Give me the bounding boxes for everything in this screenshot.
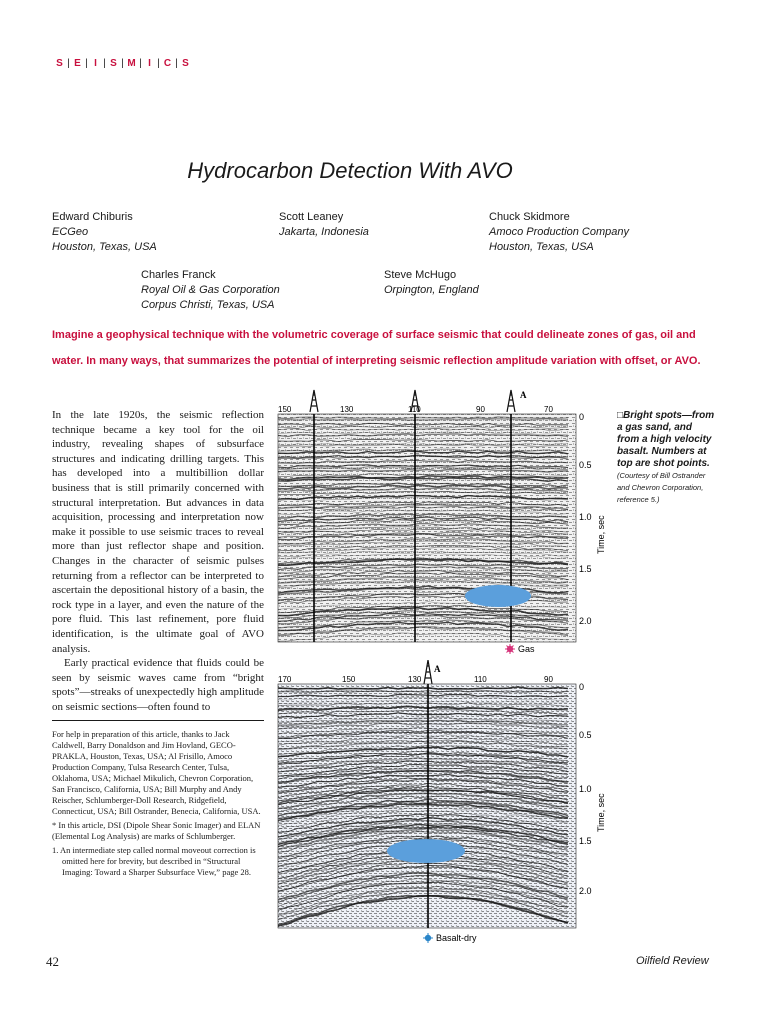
gas-legend-icon — [505, 644, 515, 654]
shot-point-label: 70 — [544, 405, 553, 414]
author-name: Scott Leaney — [279, 211, 344, 223]
author-name: Chuck Skidmore — [489, 211, 570, 223]
author-name: Charles Franck — [141, 269, 216, 281]
footnote-trademarks: * In this article, DSI (Dipole Shear Sonic Imager) and ELAN (Elemental Log Analysis) are marks of Schlumberger. — [52, 820, 261, 841]
section-letter: M — [127, 58, 136, 69]
author-block — [52, 210, 262, 255]
author-org: Jakarta, Indonesia — [279, 226, 369, 238]
body-text — [52, 408, 264, 714]
author-block — [489, 210, 719, 255]
article-title: Hydrocarbon Detection With AVO — [187, 158, 513, 183]
section-letter: I — [94, 58, 97, 69]
author-org: Amoco Production Company — [489, 226, 630, 238]
legend-label-basalt: Basalt-dry — [436, 933, 477, 943]
author-org: Orpington, England — [384, 284, 479, 296]
time-tick-label: 1.0 — [579, 512, 592, 522]
footnote-1: 1. An intermediate step called normal moveout correction is omitted here for brevity, but described in “Structural Imaging: Toward a Sharper Subsurface View,” page 28. — [52, 845, 256, 877]
well-derrick-icon — [310, 390, 318, 412]
shot-point-label: 130 — [408, 675, 422, 684]
section-letter: S — [56, 58, 63, 69]
time-tick-label: 0 — [579, 412, 585, 422]
well-marker-label: A — [434, 664, 441, 674]
section-tag: S | E | I | S | M | I | C | S — [52, 58, 193, 69]
caption-credit: (Courtesy of Bill Ostrander and Chevron Corporation, reference 5.) — [617, 471, 706, 504]
author-location: Houston, Texas, USA — [489, 241, 594, 253]
seismic-section-bottom — [272, 660, 612, 946]
lead-paragraph: Imagine a geophysical technique with the volumetric coverage of surface seismic that could delineate zones of gas, oil and water. In many ways, that summarizes the potential of interpreting seismic reflection amplitude variation with offset, or AVO. — [52, 329, 701, 367]
time-tick-label: 1.5 — [579, 564, 592, 574]
time-tick-label: 0.5 — [579, 730, 592, 740]
bright-spot-gas — [465, 585, 531, 607]
page-number: 42 — [46, 954, 59, 969]
journal-name: Oilfield Review — [636, 955, 709, 967]
time-tick-label: 1.5 — [579, 836, 592, 846]
shot-point-label: 130 — [340, 405, 354, 414]
shot-point-label: 90 — [544, 675, 553, 684]
shot-point-label: 170 — [278, 675, 292, 684]
section-letter: C — [163, 58, 172, 69]
section-letter: I — [148, 58, 151, 69]
body-paragraph: In the late 1920s, the seismic reflection technique became a key tool for the oil industry, revealing shapes of subsurface structures and indicating drilling targets. This has developed into a multibillion dollar business that is still primarily concerned with structural interpretation. But advances in data acquisition, processing and interpretation now make it possible to use seismic traces to reveal more than just reflector shape and position. Changes in the character of seismic pulses returning from a reflector can be interpreted to ascertain the depositional history of a basin, the rock type in a layer, and even the nature of the pore fluid. This last refinement, pore fluid identification, is the ultimate goal of AVO analysis. — [52, 409, 264, 655]
shot-point-label: 90 — [476, 405, 485, 414]
author-org: Royal Oil & Gas Corporation — [141, 284, 280, 296]
author-name: Edward Chiburis — [52, 211, 133, 223]
author-org: ECGeo — [52, 226, 89, 238]
bright-spot-basalt — [387, 839, 465, 863]
well-derrick-icon — [424, 660, 432, 684]
section-letter: S — [182, 58, 189, 69]
time-tick-label: 0.5 — [579, 460, 592, 470]
author-block — [384, 268, 584, 298]
seismic-section-top — [272, 386, 612, 658]
caption-text: □Bright spots—from a gas sand, and from a high velocity basalt. Numbers at top are shot points. — [617, 410, 715, 469]
section-letter: E — [74, 58, 81, 69]
author-location: Houston, Texas, USA — [52, 241, 157, 253]
time-tick-label: 2.0 — [579, 616, 592, 626]
time-tick-label: 2.0 — [579, 886, 592, 896]
well-marker-label: A — [520, 390, 527, 400]
time-tick-label: 1.0 — [579, 784, 592, 794]
basalt-legend-icon — [423, 933, 433, 943]
footnote-acknowledgments: For help in preparation of this article, thanks to Jack Caldwell, Barry Donaldson and Jim Hovland, GECO-PRAKLA, Houston, Texas, USA; Al Frisillo, Amoco Production Company, Tulsa Research Center, Tulsa, Oklahoma, USA; Michael Mikulich, Chevron Corporation, San Francisco, California, USA; Bill Murphy and Andy Reischer, Schlumberger-Doll Research, Ridgefield, Connecticut, USA; Bill Ostrander, Benecia, California, USA. — [52, 729, 261, 816]
author-location: Corpus Christi, Texas, USA — [141, 299, 275, 311]
shot-point-label: 110 — [474, 675, 487, 684]
body-paragraph: Early practical evidence that fluids could be seen by seismic waves came from “bright spots”—streaks of unexpectedly high amplitude on seismic sections—often found to — [52, 657, 264, 713]
author-name: Steve McHugo — [384, 269, 457, 281]
legend-label-gas: Gas — [518, 644, 535, 654]
section-letter: S — [110, 58, 117, 69]
shot-point-label: 150 — [342, 675, 356, 684]
author-block — [279, 210, 479, 240]
time-tick-label: 0 — [579, 682, 585, 692]
footnotes — [52, 720, 264, 881]
time-axis-label: Time, sec — [596, 793, 606, 832]
author-block — [141, 268, 361, 313]
figure-caption — [617, 410, 717, 506]
time-axis-label: Time, sec — [596, 515, 606, 554]
shot-point-label: 110 — [408, 405, 421, 414]
well-derrick-icon — [507, 390, 515, 412]
shot-point-label: 150 — [278, 405, 292, 414]
